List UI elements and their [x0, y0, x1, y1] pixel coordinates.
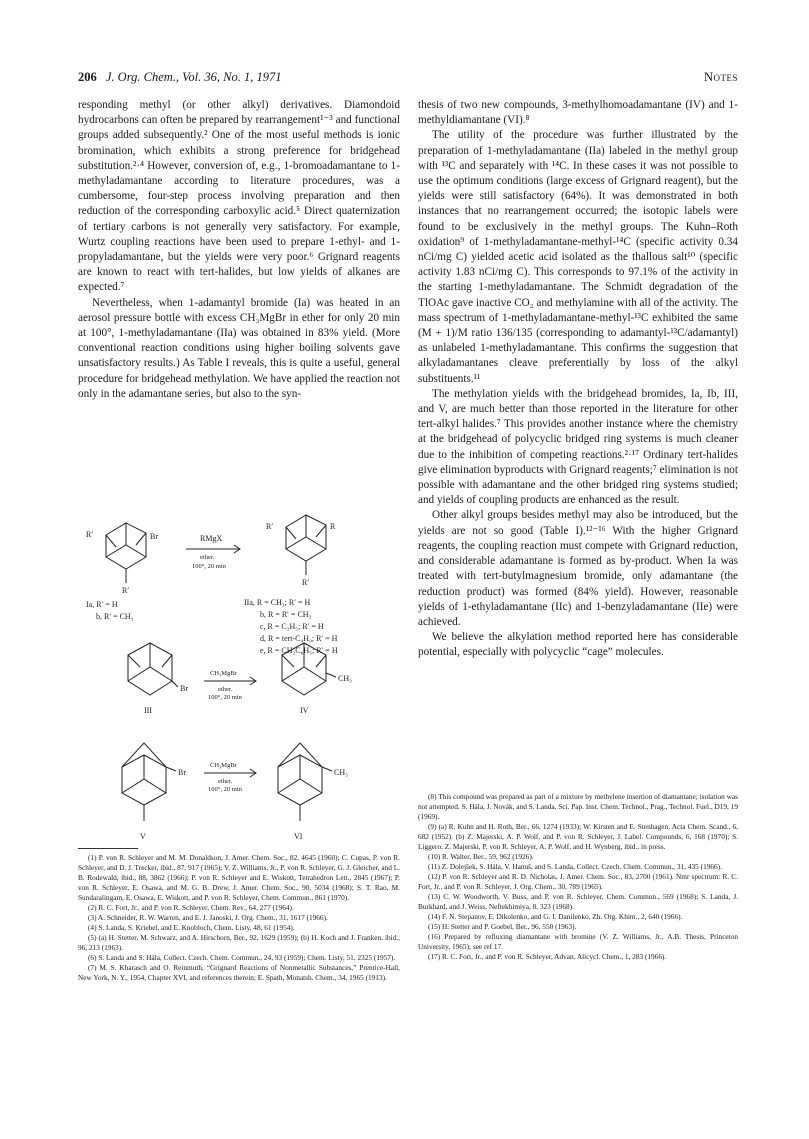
paragraph: thesis of two new compounds, 3-methylhomoadamantane (IV) and 1-methyldiamantane (VI).⁸	[418, 99, 738, 127]
footnote: (11) Z. Dolejšek, S. Hála, V. Hanuš, and S. Landa, Collect. Czech. Chem. Commun., 31, 435 (1966).	[428, 862, 722, 871]
paragraph: responding methyl (or other alkyl) derivatives. Diamondoid hydrocarbons can often be prepared by rearrangement¹⁻³ and functional groups added subsequently.² One of the most useful methods is ionic bromination, which exhibits a strong preference for bridgehead substitution.²·⁴ However, conversion of, e.g., 1-bromoadamantane to 1-methyladamantane according to literature procedures, was a cumbersome, four-step process involving preparation and then reduction of the corresponding carboxylic acid.⁵ Direct quaternization of tertiary carbons is not generally very satisfactory. For example, Wurtz coupling reactions have been used to prepare 1-ethyl- and 1-propyladamantane, but the yields were very poor.⁶ Grignard reagents are known to react with tert-halides, but low yields of alkanes are expected.⁷	[78, 99, 400, 294]
footnote: (1) P. von R. Schleyer and M. M. Donaldson, J. Amer. Chem. Soc., 82, 4645 (1960); C. Cupas, P. von R. Schleyer, and D. J. Trecker, ibid., 87, 917 (1965); V. Z. Williams, Jr., P. von R. Schleyer, G. J. Gleicher, and L. B. Rodewald, ibid., 88, 3862 (1966); P. von R. Schleyer and E. Wiskott, Tetrahedron Lett., 2845 (1967); P. von R. Schleyer, E. Osawa, and M. G. B. Drew, J. Amer. Chem. Soc., 90, 5034 (1968); S. T. Rao, M. Sundaralingam, E. Osawa, E. Wiskott, and P. von R. Schleyer, Chem. Commun., 861 (1970).	[78, 853, 400, 902]
page-number: 206	[78, 70, 97, 84]
footnote: (7) M. S. Kharasch and O. Reinmuth, “Grignard Reactions of Nonmetallic Substances,” Prentice-Hall, New York, N. Y., 1954, Chapter XVI, and references therein; E. Spath, Monatsh. Chem., 34, 1965 (1913).	[78, 963, 400, 982]
substituent-label: R	[330, 522, 336, 531]
footnote: (6) S. Landa and S. Hála, Collect. Czech. Chem. Commun., 24, 93 (1959); Chem. Listy, 51, 2325 (1957).	[88, 953, 396, 962]
bromo-label: Br	[180, 684, 188, 693]
compound-label: V	[140, 832, 146, 841]
compound-label: Ia, R′ = H	[86, 600, 118, 609]
adamantane-structure-reactant	[106, 523, 146, 583]
condition-label: ether.	[218, 686, 233, 693]
adamantane-structure-product	[286, 515, 326, 575]
condition-label: 100°, 20 min	[192, 563, 226, 570]
reagent-label: RMgX	[200, 534, 223, 543]
paragraph: Other alkyl groups besides methyl may also be introduced, but the yields are not so good (Table I).¹²⁻¹⁶ With the higher Grignard reagents, the coupling reaction must compete with Grignard reduction, and considerable adamantane is formed as by-product. When Ia was treated with tert-butylmagnesium bromide, only adamantane (the reduction product) was formed (84% yield). However, reasonable yields of 1-ethyladamantane (IIc) and 1-benzyladamantane (IIe) were achieved.	[418, 509, 738, 628]
compound-label: b, R′ = CH₃	[96, 612, 134, 621]
bromohomoadamantane-structure	[128, 643, 178, 695]
compound-label: IV	[300, 706, 309, 715]
methyl-label: CH₃	[338, 674, 352, 683]
section-title: Notes	[703, 70, 738, 84]
footnote: (8) This compound was prepared as part of a mixture by methylene insertion of diamantane; isolation was not attempted. S. Hála, J. Novák, and S. Landa, Sci. Pap. Inst. Chem. Technol., Prag., Technol. Fuel., D19, 19 (1969).	[418, 792, 738, 821]
footnote: (13) C. W. Woodworth, V. Buss, and P. von R. Schleyer, Chem. Commun., 569 (1968); S. Landa, J. Burkhard, and J. Weiss, Neftekhimiya, 8, 323 (1968).	[418, 892, 738, 911]
compound-label: b, R = R′ = CH₃	[260, 610, 312, 619]
footnote: (10) R. Walter, Ber., 59, 962 (1926).	[428, 852, 534, 861]
substituent-label: R′	[86, 530, 94, 539]
footnote: (5) (a) H. Stetter, M. Schwarz, and A. Hirschorn, Ber., 92, 1629 (1959); (b) H. Koch and J. Franken, ibid., 96, 213 (1963).	[78, 933, 400, 952]
condition-label: ether.	[200, 554, 215, 561]
footnotes-right	[418, 792, 738, 962]
reagent-label: CH₃MgBr	[210, 670, 237, 677]
bromodiamantane-structure	[122, 743, 176, 821]
paragraph: We believe the alkylation method reported here has considerable potential, especially with polycyclic “cage” molecules.	[418, 631, 738, 659]
bromo-label: Br	[150, 532, 158, 541]
compound-label: IIa, R = CH₃; R′ = H	[244, 598, 311, 607]
footnote: (16) Prepared by refluxing diamantane with bromine (V. Z. Williams, Jr., A.B. Thesis, Princeton University, 1965); see ref 17.	[418, 932, 738, 951]
left-column	[78, 98, 400, 402]
footnote: (12) P. von R. Schleyer and R. D. Nicholas, J. Amer. Chem. Soc., 83, 2700 (1961). Nmr spectrum: R. C. Fort, Jr., and P. von R. Schleyer, J. Org. Chem., 30, 789 (1965).	[418, 872, 738, 891]
reaction-arrow	[186, 545, 240, 553]
paragraph: The utility of the procedure was further illustrated by the preparation of 1-methyladamantane (IIa) labeled in the methyl group with ¹³C and separately with ¹⁴C. In these cases it was not possible to use the optimum conditions (large excess of Grignard reagent), but the yields were still satisfactory (64%). It was demonstrated in both instances that no rearrangement occurred; the isotopic labels were found to be exclusively in the methyl groups. The Kuhn–Roth oxidation⁹ of 1-methyladamantane-methyl-¹⁴C (specific activity 0.34 nCi/mg C) yielded acetic acid isolated as the thallous salt¹⁰ (specific activity 1.83 nCi/mg C). This corresponds to 97.1% of the activity in the starting 1-methyladamantane. The Schmidt degradation of the TlOAc gave inactive CO₂ and methylamine with all of the activity. The mass spectrum of 1-methyladamantane-methyl-¹³C exhibited the same (M + 1)/M ratio 136/135 (corresponding to adamantyl-¹³C/adamantyl) as unlabeled 1-methyladamantane. This confirms the suggestion that alkyladamantanes cleave preferentially by loss of the alkyl substituents.¹¹	[418, 129, 738, 385]
footnote: (17) R. C. Fort, Jr., and P. von R. Schleyer, Advan. Alicycl. Chem., 1, 283 (1966).	[428, 952, 667, 961]
methyl-label: CH₃	[334, 768, 348, 777]
reaction-arrow	[204, 769, 256, 777]
footnote: (4) S. Landa, S. Kriebel, and E. Knobloch, Chem. Listy, 48, 61 (1954).	[88, 923, 295, 932]
condition-label: ether.	[218, 778, 233, 785]
journal-citation: J. Org. Chem., Vol. 36, No. 1, 1971	[105, 70, 282, 84]
footnote: (9) (a) R. Kuhn and H. Roth, Ber., 66, 1274 (1933); W. Kirsten and E. Stenhagen, Acta Chem. Scand., 6, 682 (1952). (b) Z. Majerski, A. P. Wolf, and P. von R. Schleyer, J. Label. Compounds, 6, 168 (1970); S. Liggero, Z. Majerski, P. von R. Schleyer, A. P. Wolf, and H. Wynberg, ibid., in press.	[418, 822, 738, 851]
compound-label: e, R = CH₂C₆H₅; R′ = H	[260, 646, 338, 655]
substituent-label: R′	[302, 578, 310, 587]
compound-label: III	[144, 706, 152, 715]
substituent-label: R′	[122, 586, 130, 595]
reaction-arrow	[204, 677, 256, 685]
condition-label: 100°, 20 min	[208, 694, 242, 701]
page-header	[78, 70, 738, 86]
footnote-divider	[78, 848, 138, 849]
substituent-label: R′	[266, 522, 274, 531]
footnote: (3) A. Schneider, R. W. Warren, and E. J. Janoski, J. Org. Chem., 31, 1617 (1966).	[88, 913, 328, 922]
paragraph: Nevertheless, when 1-adamantyl bromide (Ia) was heated in an aerosol pressure bottle with excess CH₃MgBr in ether for only 20 min at 100°, 1-methyladamantane (IIa) was obtained in 83% yield. (More conventional reaction conditions using higher boiling solvents gave unsatisfactory results.) As Table I reveals, this is quite a useful, general procedure for bridgehead methylation. We have applied the reaction not only in the adamantane series, but also to the syn-	[78, 296, 400, 400]
bromo-label: Br	[178, 768, 186, 777]
reaction-scheme	[78, 505, 400, 850]
footnotes-left	[78, 853, 400, 983]
paragraph: The methylation yields with the bridgehead bromides, Ia, Ib, III, and V, are much better than those reported in the literature for other tert-alkyl halides.⁷ This provides another instance where the chemistry at the bridgehead of polycyclic bridged ring systems is much cleaner due to the inhibition of competing reactions.²·¹⁷ Ordinary tert-halides give elimination byproducts with Grignard reagents;⁷ elimination is not possible with adamantane and the other bridged ring systems studied; and yields of coupling products are enhanced as the result.	[418, 387, 738, 507]
reagent-label: CH₃MgBr	[210, 762, 237, 769]
footnote: (2) R. C. Fort, Jr., and P. von R. Schleyer, Chem. Rev., 64, 277 (1964).	[88, 903, 294, 912]
right-column	[418, 98, 738, 661]
compound-label: VI	[294, 832, 303, 841]
compound-label: c, R = C₂H₅; R′ = H	[260, 622, 324, 631]
methyldiamantane-structure	[278, 743, 332, 821]
condition-label: 100°, 20 min	[208, 786, 242, 793]
footnote: (15) H. Stetter and P. Goebel, Ber., 96, 550 (1963).	[428, 922, 577, 931]
compound-label: d, R = tert-C₄H₉; R′ = H	[260, 634, 338, 643]
footnote: (14) F. N. Stepanov, E. Dikolenko, and G. I. Danilenko, Zh. Org. Khim., 2, 640 (1966).	[428, 912, 683, 921]
